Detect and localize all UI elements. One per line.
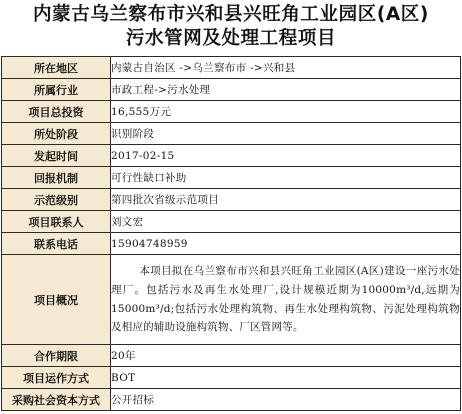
table-row-total-investment (2, 101, 461, 123)
row-value: 20年 (111, 345, 461, 367)
row-value: 市政工程->污水处理 (111, 79, 461, 101)
table-row-contact-person (2, 211, 461, 233)
row-value: 可行性缺口补助 (111, 167, 461, 189)
row-value: 2017-02-15 (111, 145, 461, 167)
table-row-launch-date (2, 145, 461, 167)
table-row-contact-phone (2, 233, 461, 255)
row-value: 刘文宏 (111, 211, 461, 233)
table-row-overview (2, 255, 461, 345)
table-row-procurement-method (2, 389, 461, 411)
row-value: 内蒙古自治区 ->乌兰察布市 ->兴和县 (111, 57, 461, 79)
row-label: 项目运作方式 (2, 367, 111, 389)
title-line-2: 污水管网及处理工程项目 (125, 27, 337, 49)
table-row-stage (2, 123, 461, 145)
table-row-demo-level (2, 189, 461, 211)
row-label: 所属行业 (2, 79, 111, 101)
table-row-cooperation-period (2, 345, 461, 367)
row-value: 16,555万元 (111, 101, 461, 123)
row-label: 联系电话 (2, 233, 111, 255)
overview-text: 本项目拟在乌兰察布市兴和县兴旺角工业园区(A区)建设一座污水处理厂。包括污水及再生水处理厂,设计规模近期为10000m³/d,远期为15000m³/d;包括污水处理构筑物、再生水处理构筑物、污泥处理构筑物及相应的辅助设施构筑物、厂区管网等。 (111, 255, 461, 345)
row-label: 所在地区 (2, 57, 111, 79)
table-row-operation-mode (2, 367, 461, 389)
row-label: 示范级别 (2, 189, 111, 211)
row-label: 项目总投资 (2, 101, 111, 123)
row-value: 识别阶段 (111, 123, 461, 145)
row-label: 项目概况 (2, 255, 111, 345)
row-value: 15904748959 (111, 233, 461, 255)
row-value: BOT (111, 367, 461, 389)
table-row-industry (2, 79, 461, 101)
row-label: 项目联系人 (2, 211, 111, 233)
row-label: 采购社会资本方式 (2, 389, 111, 411)
row-label: 合作期限 (2, 345, 111, 367)
project-info-table (1, 56, 461, 411)
row-label: 所处阶段 (2, 123, 111, 145)
table-row-region (2, 57, 461, 79)
row-value: 第四批次省级示范项目 (111, 189, 461, 211)
row-value: 公开招标 (111, 389, 461, 411)
row-label: 发起时间 (2, 145, 111, 167)
title-line-1: 内蒙古乌兰察布市兴和县兴旺角工业园区(A区) (33, 3, 429, 25)
table-row-return-mechanism (2, 167, 461, 189)
row-label: 回报机制 (2, 167, 111, 189)
page-title (0, 0, 462, 53)
